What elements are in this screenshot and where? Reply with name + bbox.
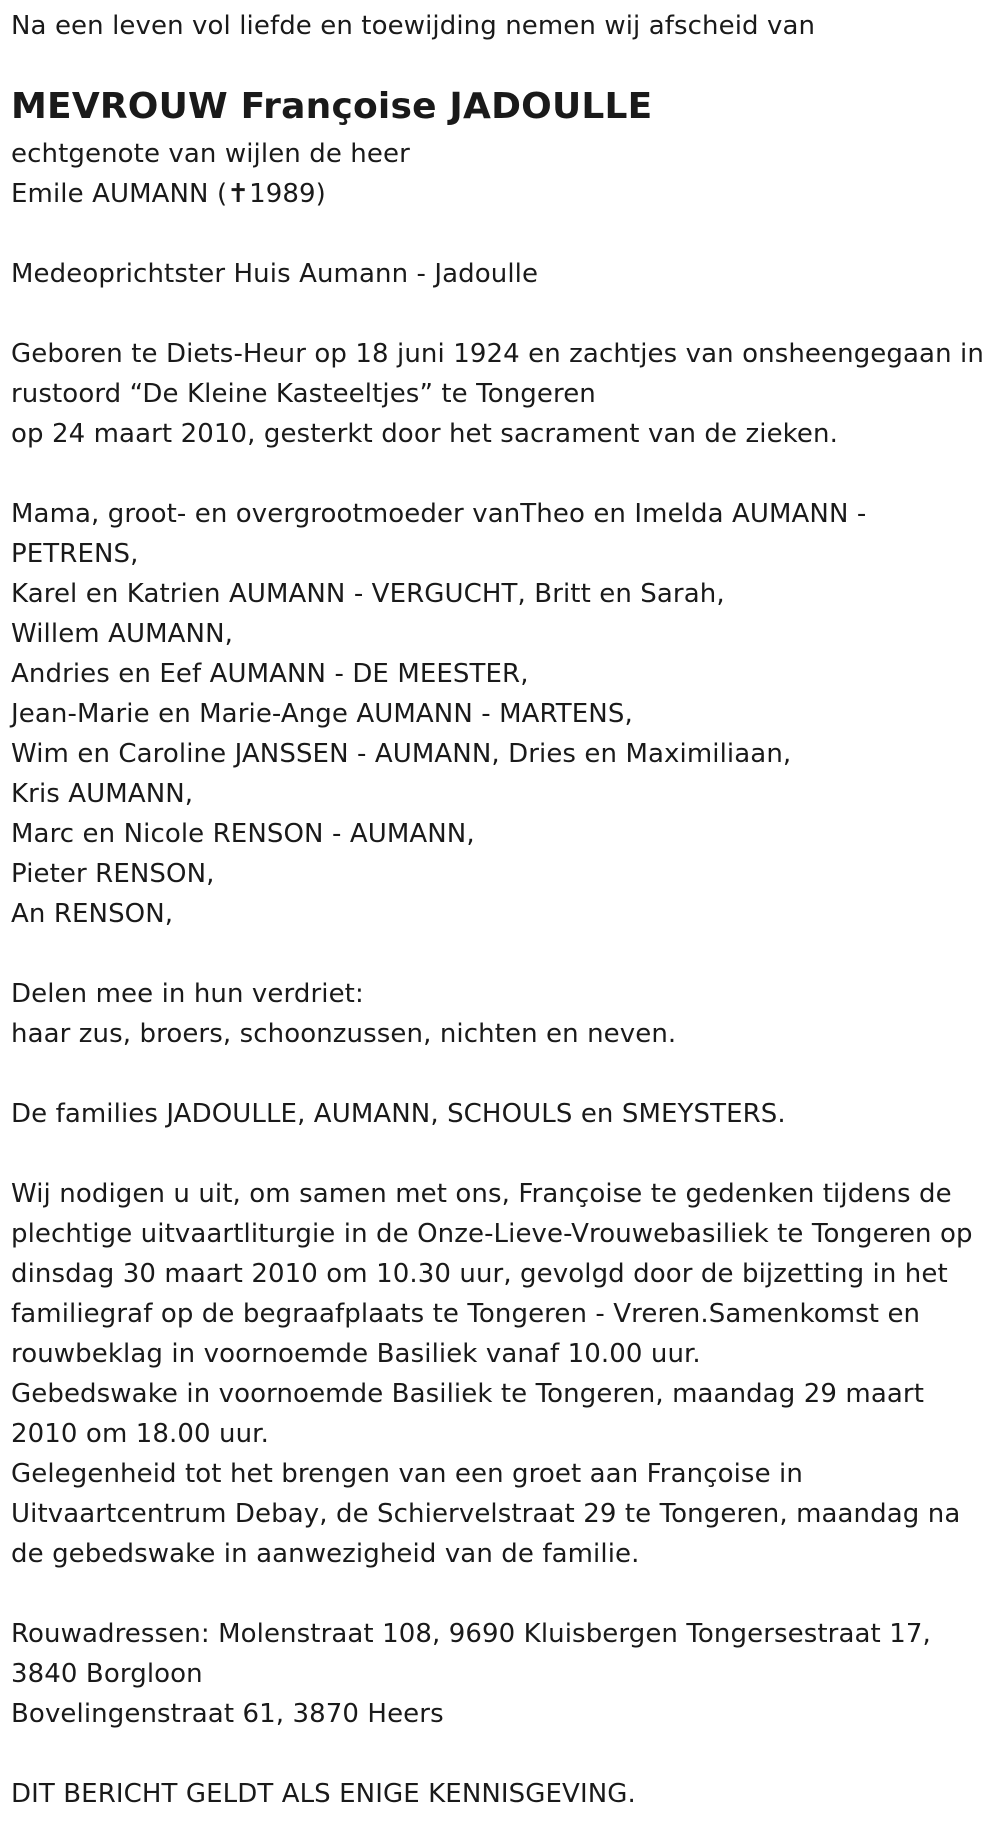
- founder-block: [11, 254, 538, 294]
- invitation-line: dinsdag 30 maart 2010 om 10.30 uur, gevolgd door de bijzetting in het: [11, 1259, 948, 1289]
- family-line: Jean-Marie en Marie-Ange AUMANN - MARTENS,: [11, 699, 633, 729]
- intro-text: Na een leven vol liefde en toewijding nemen wij afscheid van: [11, 11, 816, 41]
- invitation-line: 2010 om 18.00 uur.: [11, 1419, 269, 1449]
- family-line: Mama, groot- en overgrootmoeder vanTheo en Imelda AUMANN -: [11, 499, 867, 529]
- family-block: [11, 494, 866, 934]
- grief-line: Delen mee in hun verdriet:: [11, 979, 364, 1009]
- birth-death-line: Geboren te Diets-Heur op 18 juni 1924 en zachtjes van onsheengegaan in: [11, 339, 984, 369]
- notice-block: [11, 1774, 636, 1814]
- deceased-name: MEVROUW Françoise JADOULLE: [11, 86, 653, 127]
- family-line: Willem AUMANN,: [11, 619, 233, 649]
- address-line: 3840 Borgloon: [11, 1659, 203, 1689]
- family-line: Wim en Caroline JANSSEN - AUMANN, Dries en Maximiliaan,: [11, 739, 792, 769]
- spouse-line: echtgenote van wijlen de heer: [11, 139, 410, 169]
- grief-line: haar zus, broers, schoonzussen, nichten en neven.: [11, 1019, 677, 1049]
- invitation-line: familiegraf op de begraafplaats te Tongeren - Vreren.Samenkomst en: [11, 1299, 921, 1329]
- spouse-block: [11, 134, 410, 214]
- family-line: Andries en Eef AUMANN - DE MEESTER,: [11, 659, 529, 689]
- family-line: Kris AUMANN,: [11, 779, 194, 809]
- official-notice: DIT BERICHT GELDT ALS ENIGE KENNISGEVING.: [11, 1779, 636, 1809]
- birth-death-line: rustoord “De Kleine Kasteeltjes” te Tongeren: [11, 379, 596, 409]
- invitation-line: Uitvaartcentrum Debay, de Schiervelstraat 29 te Tongeren, maandag na: [11, 1499, 961, 1529]
- birth-death-line: op 24 maart 2010, gesterkt door het sacrament van de zieken.: [11, 419, 838, 449]
- address-line: Rouwadressen: Molenstraat 108, 9690 Kluisbergen Tongersestraat 17,: [11, 1619, 931, 1649]
- family-line: PETRENS,: [11, 539, 139, 569]
- birth-death-block: [11, 334, 984, 454]
- invitation-line: Gelegenheid tot het brengen van een groet aan Françoise in: [11, 1459, 803, 1489]
- family-line: Karel en Katrien AUMANN - VERGUCHT, Britt en Sarah,: [11, 579, 725, 609]
- spouse-line: Emile AUMANN (✝1989): [11, 179, 326, 209]
- address-block: [11, 1614, 931, 1734]
- invitation-line: Wij nodigen u uit, om samen met ons, Françoise te gedenken tijdens de: [11, 1179, 952, 1209]
- family-line: An RENSON,: [11, 899, 174, 929]
- invitation-block: [11, 1174, 973, 1574]
- founder-line: Medeoprichtster Huis Aumann - Jadoulle: [11, 259, 539, 289]
- deceased-name-block: [11, 80, 652, 134]
- families-line: De families JADOULLE, AUMANN, SCHOULS en SMEYSTERS.: [11, 1099, 786, 1129]
- grief-block: [11, 974, 676, 1054]
- address-line: Bovelingenstraat 61, 3870 Heers: [11, 1699, 444, 1729]
- invitation-line: Gebedswake in voornoemde Basiliek te Tongeren, maandag 29 maart: [11, 1379, 924, 1409]
- family-line: Pieter RENSON,: [11, 859, 215, 889]
- families-block: [11, 1094, 786, 1134]
- invitation-line: plechtige uitvaartliturgie in de Onze-Lieve-Vrouwebasiliek te Tongeren op: [11, 1219, 973, 1249]
- family-line: Marc en Nicole RENSON - AUMANN,: [11, 819, 475, 849]
- invitation-line: rouwbeklag in voornoemde Basiliek vanaf 10.00 uur.: [11, 1339, 701, 1369]
- invitation-line: de gebedswake in aanwezigheid van de familie.: [11, 1539, 640, 1569]
